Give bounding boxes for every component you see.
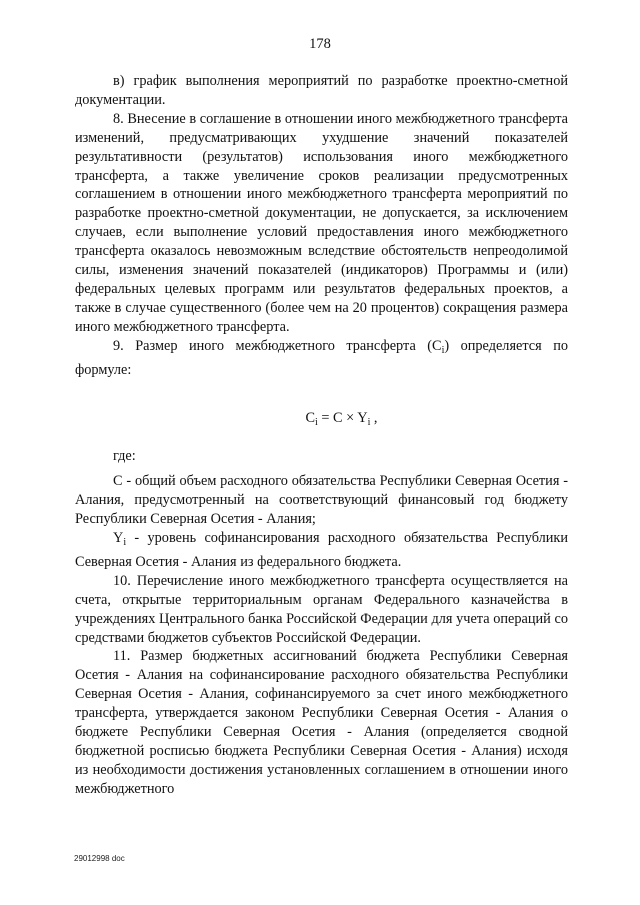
definition-y-symbol: Y [113,530,124,547]
paragraph-11: 11. Размер бюджетных ассигнований бюджета Республики Северная Осетия - Алания на софинансирование расходного обязательства Республики Северная Осетия - Алания, софинансируемого за счет иного межбюджетного трансферта, утверждается законом Республики Северная Осетия - Алания о бюджете Республики Северная Осетия - Алания (определяется сводной бюджетной росписью бюджета Республики Северная Осетия - Алания) исходя из необходимости достижения установленных соглашением в отношении иного межбюджетного [75,648,568,797]
paragraph-9-text: 9. Размер иного межбюджетного трансферта (C [113,337,442,354]
formula-lhs: C [305,409,316,426]
paragraph-10: 10. Перечисление иного межбюджетного трансферта осуществляется на счета, открытые территориальным органам Федерального казначейства в учреждениях Центрального банка Российской Федерации для учета операций со средствами бюджетов субъектов Российской Федерации. [75,572,568,646]
formula-tail: , [370,409,378,426]
paragraph-9-subscript: i [441,344,445,356]
where-label: где: [113,448,136,465]
paragraph-9-tail: ) определяется по формуле: [75,337,568,378]
document-id-footer: 29012998 doc [74,854,125,863]
definition-y [75,529,568,572]
document-body [75,72,568,799]
formula [75,409,568,433]
page-number: 178 [309,36,331,52]
formula-operator: = C × Y [317,409,368,426]
paragraph-9 [75,337,568,380]
paragraph-8: 8. Внесение в соглашение в отношении иного межбюджетного трансферта изменений, предусматривающих ухудшение значений показателей результативности (результатов) использования иного межбюджетного трансферта, а также увеличение сроков реализации предусмотренных соглашением в отношении иного межбюджетного трансферта мероприятий по разработке проектно-сметной документации, не допускается, за исключением случаев, если выполнение условий предоставления иного межбюджетного трансферта оказалось невозможным вследствие обстоятельств непреодолимой силы, изменения значений показателей (индикаторов) Программы и (или) федеральных целевых программ или результатов федеральных проектов, а также в случае существенного (более чем на 20 процентов) сокращения размера иного межбюджетного трансферта. [75,110,568,335]
definition-c: C - общий объем расходного обязательства Республики Северная Осетия - Алания, предусмотренный на соответствующий финансовый год бюджету Республики Северная Осетия - Алания; [75,473,568,528]
formula-lhs-subscript: i [315,416,318,428]
definition-y-subscript: i [123,537,127,549]
paragraph-v: в) график выполнения мероприятий по разработке проектно-сметной документации. [75,73,568,108]
definition-y-text: - уровень софинансирования расходного обязательства Республики Северная Осетия - Алания из федерального бюджета. [75,530,568,570]
formula-rhs-subscript: i [367,416,371,428]
